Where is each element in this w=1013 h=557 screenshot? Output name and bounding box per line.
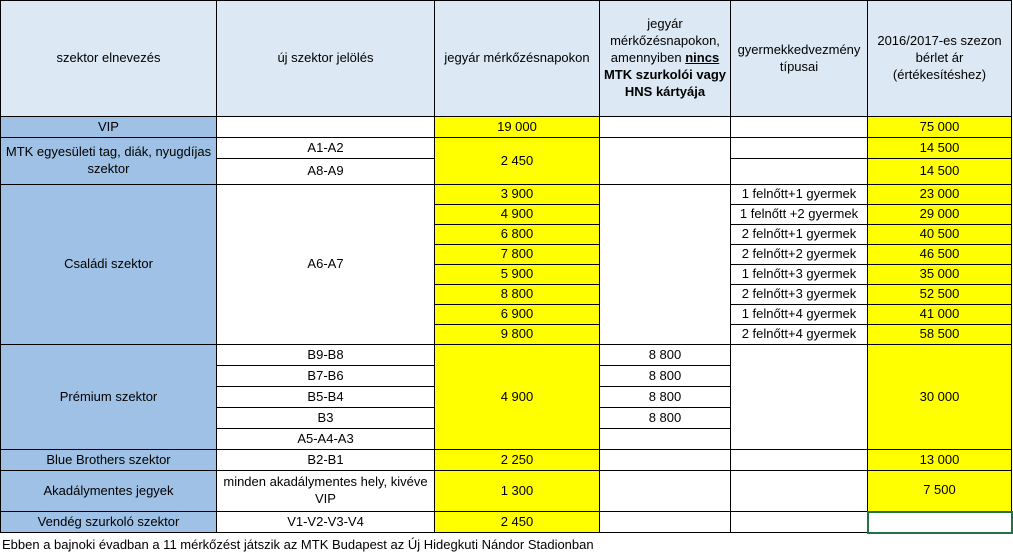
- season-pass-away-selected-cell[interactable]: [868, 512, 1012, 533]
- table-row: [1, 185, 1012, 205]
- sector-code-premium-4[interactable]: B3: [217, 408, 435, 429]
- season-pass-mtk-2[interactable]: 14 500: [868, 159, 1012, 185]
- no-card-price-premium-2[interactable]: 8 800: [600, 366, 731, 387]
- header-no-card-line3: amennyiben: [610, 50, 686, 66]
- discount-type-family-5[interactable]: 1 felnőtt+3 gyermek: [731, 265, 868, 285]
- discount-type-family-8[interactable]: 2 felnőtt+4 gyermek: [731, 325, 868, 345]
- ticket-price-away[interactable]: 2 450: [435, 512, 600, 533]
- no-card-price-away[interactable]: [600, 512, 731, 533]
- table-row: [1, 512, 1012, 533]
- season-pass-family-8[interactable]: 58 500: [868, 325, 1012, 345]
- ticket-price-family-6[interactable]: 8 800: [435, 285, 600, 305]
- discount-type-blue-brothers[interactable]: [731, 450, 868, 471]
- no-card-price-accessible[interactable]: [600, 471, 731, 512]
- sector-code-accessible[interactable]: minden akadálymentes hely, kivéve VIP: [217, 471, 435, 512]
- ticket-price-family-1[interactable]: 3 900: [435, 185, 600, 205]
- header-new-sector-code[interactable]: új szektor jelölés: [217, 1, 435, 117]
- sector-code-premium-2[interactable]: B7-B6: [217, 366, 435, 387]
- table-row: [1, 345, 1012, 366]
- no-card-price-premium-4[interactable]: 8 800: [600, 408, 731, 429]
- header-no-card-line5: HNS kártyája: [624, 83, 706, 99]
- season-pass-family-1[interactable]: 23 000: [868, 185, 1012, 205]
- ticket-price-family-7[interactable]: 6 900: [435, 305, 600, 325]
- season-pass-family-6[interactable]: 52 500: [868, 285, 1012, 305]
- table-row: [1, 471, 1012, 512]
- header-no-card-line2: mérkőzésnapokon,: [610, 33, 720, 49]
- season-pass-accessible[interactable]: 7 500: [868, 471, 1012, 512]
- ticket-price-family-2[interactable]: 4 900: [435, 205, 600, 225]
- sector-name-blue-brothers[interactable]: Blue Brothers szektor: [1, 450, 217, 471]
- sector-code-family[interactable]: A6-A7: [217, 185, 435, 345]
- discount-type-family-1[interactable]: 1 felnőtt+1 gyermek: [731, 185, 868, 205]
- sector-name-vip[interactable]: VIP: [1, 117, 217, 138]
- discount-type-family-4[interactable]: 2 felnőtt+2 gyermek: [731, 245, 868, 265]
- sector-code-premium-3[interactable]: B5-B4: [217, 387, 435, 408]
- no-card-price-family[interactable]: [600, 185, 731, 345]
- header-child-discount[interactable]: gyermekkedvezmény típusai: [731, 1, 868, 117]
- table-row: [1, 117, 1012, 138]
- ticket-price-blue-brothers[interactable]: 2 250: [435, 450, 600, 471]
- no-card-price-vip[interactable]: [600, 117, 731, 138]
- discount-type-family-6[interactable]: 2 felnőtt+3 gyermek: [731, 285, 868, 305]
- season-pass-mtk-1[interactable]: 14 500: [868, 138, 1012, 159]
- ticket-price-family-5[interactable]: 5 900: [435, 265, 600, 285]
- table-row: [1, 138, 1012, 159]
- ticket-price-accessible[interactable]: 1 300: [435, 471, 600, 512]
- discount-type-vip[interactable]: [731, 117, 868, 138]
- header-ticket-no-card[interactable]: [600, 1, 731, 117]
- season-pass-family-2[interactable]: 29 000: [868, 205, 1012, 225]
- sector-code-vip[interactable]: [217, 117, 435, 138]
- header-season-pass[interactable]: 2016/2017-es szezon bérlet ár (értékesítéshez): [868, 1, 1012, 117]
- sector-name-accessible[interactable]: Akadálymentes jegyek: [1, 471, 217, 512]
- discount-type-mtk-2[interactable]: [731, 159, 868, 185]
- header-no-card-emphasis: nincs: [685, 50, 720, 66]
- sector-code-mtk-1[interactable]: A1-A2: [217, 138, 435, 159]
- discount-type-family-2[interactable]: 1 felnőtt +2 gyermek: [731, 205, 868, 225]
- season-pass-blue-brothers[interactable]: 13 000: [868, 450, 1012, 471]
- header-sector-name[interactable]: szektor elnevezés: [1, 1, 217, 117]
- no-card-price-premium-5[interactable]: [600, 429, 731, 450]
- sector-code-mtk-2[interactable]: A8-A9: [217, 159, 435, 185]
- season-pass-family-5[interactable]: 35 000: [868, 265, 1012, 285]
- sector-code-blue-brothers[interactable]: B2-B1: [217, 450, 435, 471]
- discount-type-family-3[interactable]: 2 felnőtt+1 gyermek: [731, 225, 868, 245]
- season-pass-vip[interactable]: 75 000: [868, 117, 1012, 138]
- sector-name-away[interactable]: Vendég szurkoló szektor: [1, 512, 217, 533]
- no-card-price-premium-3[interactable]: 8 800: [600, 387, 731, 408]
- header-no-card-line4: MTK szurkolói vagy: [603, 66, 727, 82]
- sector-code-premium-1[interactable]: B9-B8: [217, 345, 435, 366]
- sector-name-family[interactable]: Családi szektor: [1, 185, 217, 345]
- discount-type-mtk-1[interactable]: [731, 138, 868, 159]
- no-card-price-premium-1[interactable]: 8 800: [600, 345, 731, 366]
- ticket-price-mtk[interactable]: 2 450: [435, 138, 600, 185]
- discount-type-accessible[interactable]: [731, 471, 868, 512]
- sector-code-away[interactable]: V1-V2-V3-V4: [217, 512, 435, 533]
- header-row: [1, 1, 1012, 117]
- discount-type-away[interactable]: [731, 512, 868, 533]
- season-pass-family-4[interactable]: 46 500: [868, 245, 1012, 265]
- ticket-price-family-8[interactable]: 9 800: [435, 325, 600, 345]
- ticket-price-premium[interactable]: 4 900: [435, 345, 600, 450]
- sector-code-premium-5[interactable]: A5-A4-A3: [217, 429, 435, 450]
- ticket-price-family-4[interactable]: 7 800: [435, 245, 600, 265]
- no-card-price-mtk[interactable]: [600, 138, 731, 185]
- ticket-price-vip[interactable]: 19 000: [435, 117, 600, 138]
- discount-type-premium[interactable]: [731, 345, 868, 450]
- season-pass-premium[interactable]: 30 000: [868, 345, 1012, 450]
- sector-name-premium[interactable]: Prémium szektor: [1, 345, 217, 450]
- footnote: Ebben a bajnoki évadban a 11 mérkőzést játszik az MTK Budapest az Új Hidegkuti Nándor Stadionban: [2, 537, 594, 552]
- sector-name-mtk[interactable]: MTK egyesületi tag, diák, nyugdíjas szektor: [1, 138, 217, 185]
- header-matchday-ticket[interactable]: jegyár mérkőzésnapokon: [435, 1, 600, 117]
- no-card-price-blue-brothers[interactable]: [600, 450, 731, 471]
- header-no-card-line1: jegyár: [647, 16, 683, 32]
- discount-type-family-7[interactable]: 1 felnőtt+4 gyermek: [731, 305, 868, 325]
- ticket-price-family-3[interactable]: 6 800: [435, 225, 600, 245]
- season-pass-family-3[interactable]: 40 500: [868, 225, 1012, 245]
- season-pass-family-7[interactable]: 41 000: [868, 305, 1012, 325]
- table-row: [1, 450, 1012, 471]
